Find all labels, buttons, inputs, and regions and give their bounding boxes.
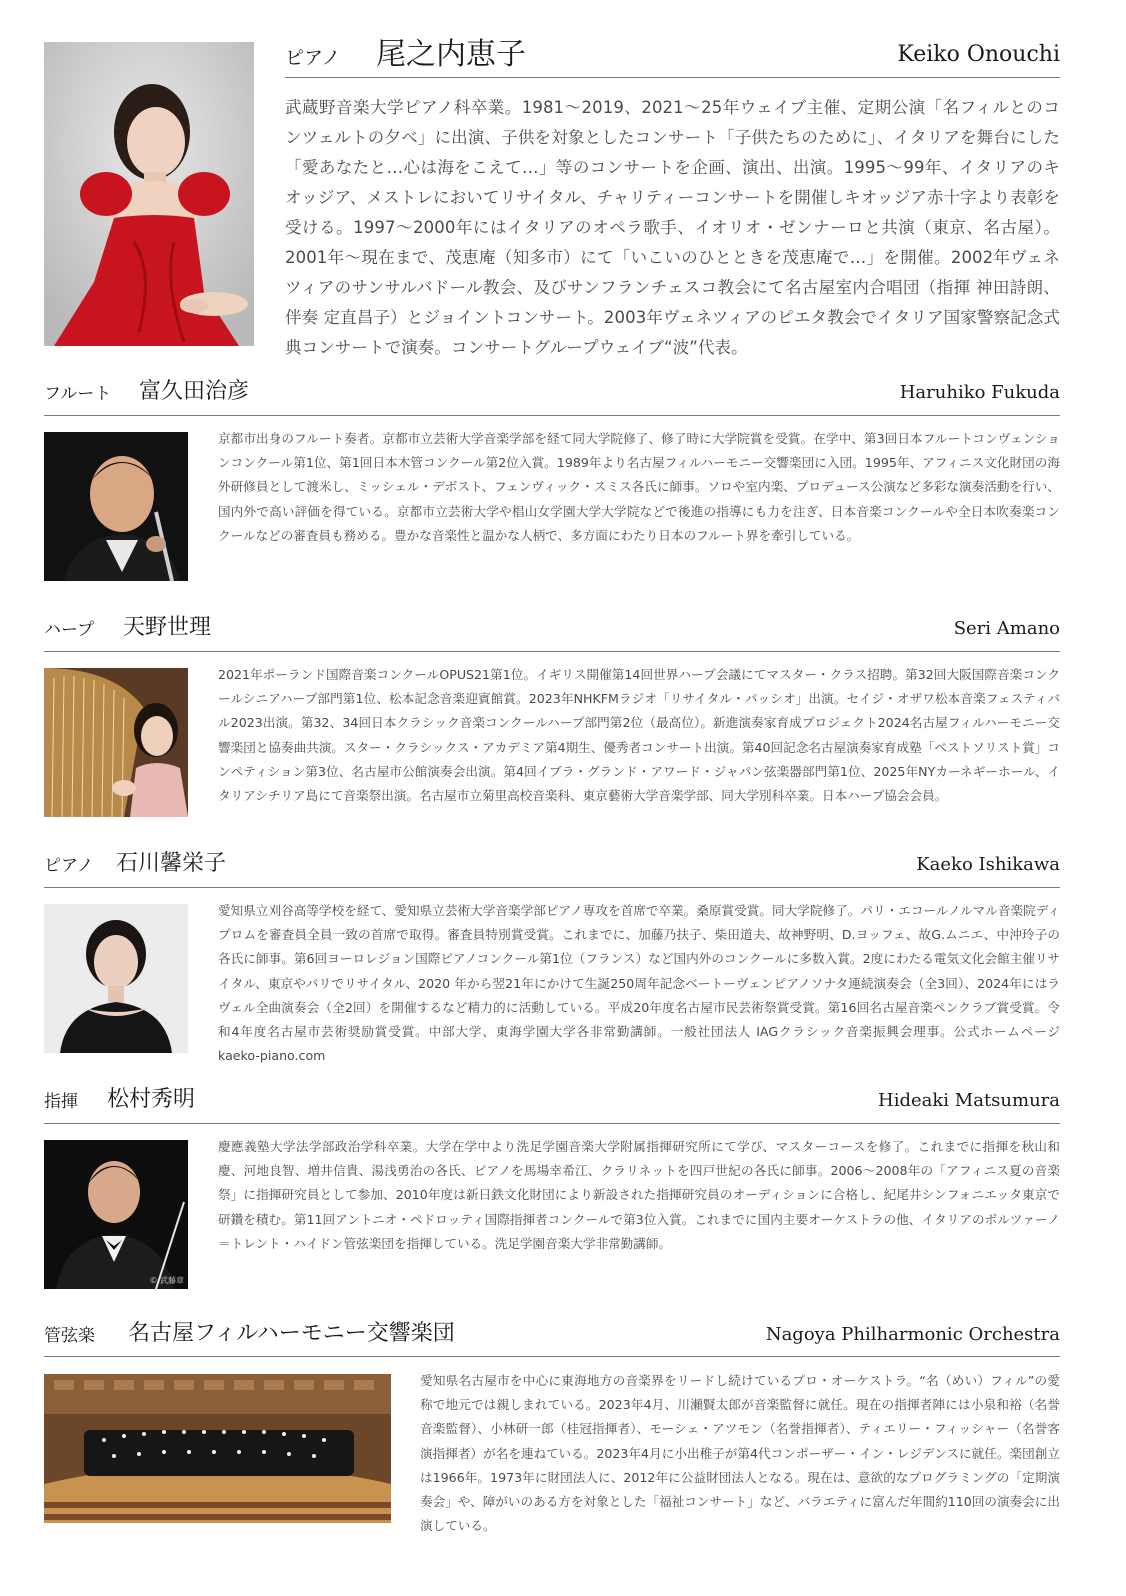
- portrait-hideaki-matsumura-image: [44, 1140, 188, 1289]
- performer-name-en: Nagoya Philharmonic Orchestra: [765, 1324, 1060, 1345]
- section-divider: [44, 651, 1060, 652]
- photo-nagoya-philharmonic: [44, 1374, 391, 1523]
- role-label: ピアノ: [44, 856, 94, 876]
- section-divider: [285, 77, 1060, 78]
- photo-haruhiko-fukuda: [44, 432, 188, 581]
- performer-bio: 愛知県名古屋市を中心に東海地方の音楽界をリードし続けているプロ・オーケストラ。“名（めい）フィル”の愛称で地元では親しまれている。2023年4月、川瀬賢太郎が音楽監督に就任。現在の指揮者陣には小泉和裕（名誉音楽監督）、小林研一郎（桂冠指揮者）、モーシェ・アツモン（名誉指揮者）、ティエリー・フィッシャー（名誉客演指揮者）が名を連ねている。2023年4月に小出稚子が第4代コンポーザー・イン・レジデンスに就任。楽団創立は1966年。1973年に財団法人に、2012年に公益財団法人となる。現在は、意欲的なプログラミングの「定期演奏会」や、障がいのある方を対象とした「福祉コンサート」など、バラエティに富んだ年間約110回の演奏会に出演している。: [420, 1373, 1060, 1534]
- photo-kaeko-ishikawa: [44, 904, 188, 1053]
- portrait-keiko-onouchi-image: [44, 42, 254, 346]
- performer-bio: 慶應義塾大学法学部政治学科卒業。大学在学中より洗足学園音楽大学附属指揮研究所にて学び、マスターコースを修了。これまでに指揮を秋山和慶、河地良智、増井信貴、湯浅勇治の各氏、ピアノを馬場幸希江、クラリネットを四戸世紀の各氏に師事。2006〜2008年の「アフィニス夏の音楽祭」に指揮研究員として参加、2010年度は新日鉄文化財団により新設された指揮研究員のオーディションに合格し、紀尾井シンフォニエッタ東京で研鑽を積む。第11回アントニオ・ペドロッティ国際指揮者コンクールで第3位入賞。これまでに国内主要オーケストラの他、イタリアのボルツァーノ＝トレント・ハイドン管弦楽団を指揮している。洗足学園音楽大学非常勤講師。: [218, 1139, 1060, 1251]
- role-label: ピアノ: [285, 47, 341, 69]
- role-label: フルート: [44, 384, 112, 404]
- orchestra-hall-image: [44, 1374, 391, 1523]
- portrait-seri-amano-image: [44, 668, 188, 817]
- portrait-haruhiko-fukuda-image: [44, 432, 188, 581]
- photo-credit: © 武藤章: [149, 1276, 184, 1285]
- photo-keiko-onouchi: [44, 42, 254, 346]
- section-divider: [44, 1123, 1060, 1124]
- section-divider: [44, 1356, 1060, 1357]
- photo-seri-amano: [44, 668, 188, 817]
- performer-name-en: Seri Amano: [953, 618, 1060, 639]
- role-label: ハープ: [44, 620, 95, 640]
- performer-bio: 武蔵野音楽大学ピアノ科卒業。1981〜2019、2021〜25年ウェイブ主催、定期公演「名フィルとのコンツェルトの夕べ」に出演、子供を対象としたコンサート「子供たちのために」、イタリアを舞台にした「愛あなたと…心は海をこえて…」等のコンサートを企画、演出、出演。1995〜99年、イタリアのキオッジア、メストレにおいてリサイタル、チャリティーコンサートを開催しキオッジア赤十字より表彰を受ける。1997〜2000年にはイタリアのオペラ歌手、イオリオ・ゼンナーロと共演（東京、名古屋）。2001年〜現在まで、茂恵庵（知多市）にて「いこいのひとときを茂恵庵で…」を開催。2002年ヴェネツィアのサンサルバドール教会、及びサンフランチェスコ教会にて名古屋室内合唱団（指揮 神田詩朗、伴奏 定直昌子）とジョイントコンサート。2003年ヴェネツィアのピエタ教会でイタリア国家警察記念式典コンサートで演奏。コンサートグループウェイブ“波”代表。: [285, 98, 1060, 357]
- photo-hideaki-matsumura: [44, 1140, 188, 1289]
- performer-name-en: Haruhiko Fukuda: [899, 382, 1060, 403]
- performer-name-ja: 松村秀明: [107, 1087, 196, 1112]
- performer-bio: 京都市出身のフルート奏者。京都市立芸術大学音楽学部を経て同大学院修了、修了時に大学院賞を受賞。在学中、第3回日本フルートコンヴェンションコンクール第1位、第1回日本木管コンクール第2位入賞。1989年より名古屋フィルハーモニー交響楽団に入団。1995年、アフィニス文化財団の海外研修員として渡米し、ミッシェル・デボスト、フェンヴィック・スミス各氏に師事。ソロや室内楽、プロデュース公演など多彩な演奏活動を行い、国内外で高い評価を得ている。京都市立芸術大学や椙山女学園大学大学院などで後進の指導にも力を注ぎ、日本音楽コンクールや全日本吹奏楽コンクールなどの審査員も務める。豊かな音楽性と温かな人柄で、多方面にわたり日本のフルート界を牽引している。: [218, 431, 1060, 543]
- role-label: 管弦楽: [44, 1326, 95, 1346]
- performer-bio: 2021年ポーランド国際音楽コンクールOPUS21第1位。イギリス開催第14回世界ハープ会議にてマスター・クラス招聘。第32回大阪国際音楽コンクールシニアハープ部門第1位、松本記念音楽迎賓館賞。2023年NHKFMラジオ「リサイタル・パッシオ」出演。セイジ・オザワ松本音楽フェスティバル2023出演。第32、34回日本クラシック音楽コンクールハープ部門第2位（最高位）。新進演奏家育成プロジェクト2024名古屋フィルハーモニー交響楽団と協奏曲共演。スター・クラシックス・アカデミア第4期生、優秀者コンサート出演。第40回記念名古屋演奏家育成塾「ベストソリスト賞」コンペティション第3位、名古屋市公館演奏会出演。第4回イブラ・グランド・アワード・ジャパン弦楽器部門第1位、2025年NYカーネギーホール、イタリアシチリア島にて音楽祭出演。名古屋市立菊里高校音楽科、東京藝術大学音楽学部、同大学別科卒業。日本ハープ協会会員。: [218, 667, 1060, 804]
- performer-name-en: Kaeko Ishikawa: [916, 854, 1060, 875]
- portrait-kaeko-ishikawa-image: [44, 904, 188, 1053]
- performer-name-en: Keiko Onouchi: [897, 42, 1060, 67]
- performer-bio: 愛知県立刈谷高等学校を経て、愛知県立芸術大学音楽学部ピアノ専攻を首席で卒業。桑原賞受賞。同大学院修了。パリ・エコールノルマル音楽院ディプロムを審査員全員一致の首席で取得。審査員特別賞受賞。これまでに、加藤乃扶子、柴田道夫、故神野明、D.ヨッフェ、故G.ムニエ、中沖玲子の各氏に師事。第6回ヨーロレジョン国際ピアノコンクール第1位（フランス）など国内外のコンクールに多数入賞。2度にわたる電気文化会館主催リサイタル、東京やパリでリサイタル、2020 年から翌21年にかけて生誕250周年記念ベートーヴェンピアノソナタ連続演奏会（全3回）、2024年にはラヴェル全曲演奏会（全2回）を開催するなど精力的に活動している。平成20年度名古屋市民芸術祭賞受賞。第16回名古屋音楽ペンクラブ賞受賞。令和4年度名古屋市芸術奨励賞受賞。中部大学、東海学園大学各非常勤講師。一般社団法人 IAGクラシック音楽振興会理事。公式ホームページ kaeko-piano.com: [218, 903, 1073, 1064]
- performer-name-ja: 名古屋フィルハーモニー交響楽団: [128, 1321, 455, 1346]
- performer-name-ja: 富久田治彦: [139, 379, 250, 404]
- performer-name-ja: 石川馨栄子: [116, 851, 227, 876]
- performer-name-en: Hideaki Matsumura: [878, 1090, 1060, 1111]
- role-label: 指揮: [44, 1092, 78, 1112]
- performer-name-ja: 天野世理: [123, 615, 212, 640]
- performer-name-ja: 尾之内恵子: [376, 37, 526, 72]
- section-divider: [44, 887, 1060, 888]
- section-divider: [44, 415, 1060, 416]
